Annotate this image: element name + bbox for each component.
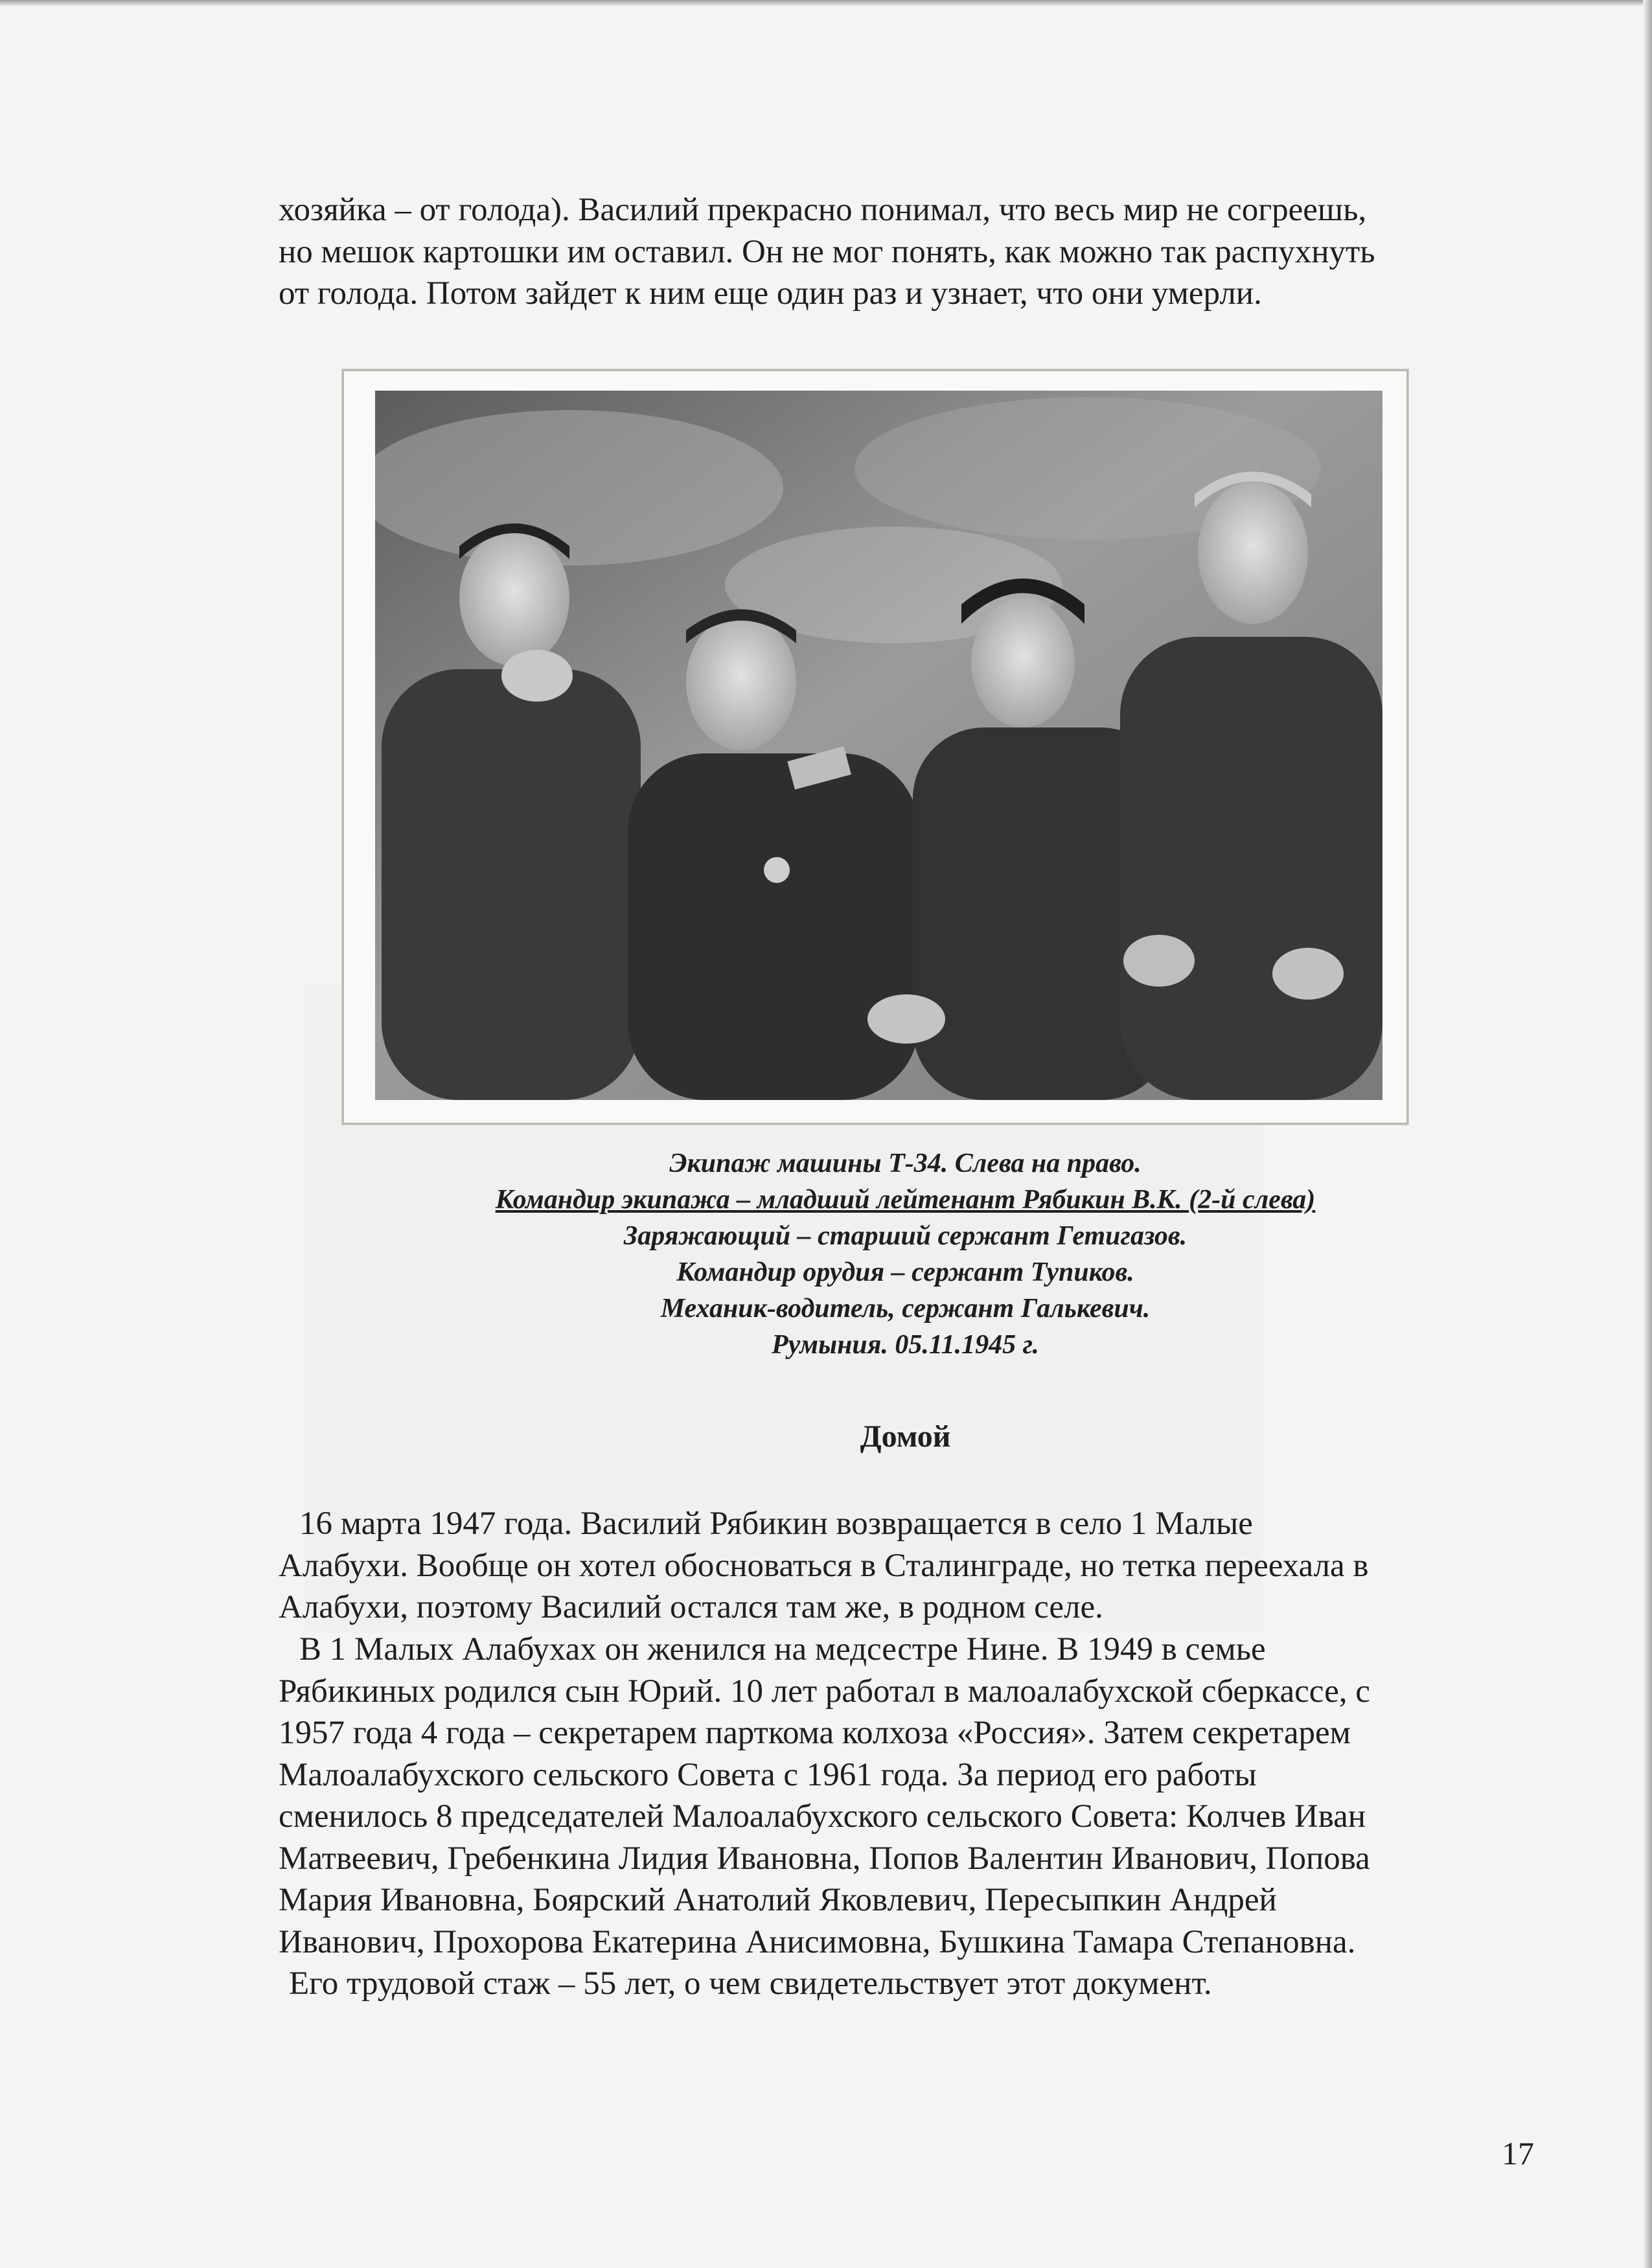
text-line: Алабухи, поэтому Василий остался там же, в родном селе.: [279, 1589, 1103, 1625]
text-line: от голода. Потом зайдет к ним еще один раз и узнает, что они умерли.: [279, 275, 1262, 312]
text-line: хозяйка – от голода). Василий прекрасно понимал, что весь мир не согреешь,: [279, 192, 1367, 228]
caption-line: Командир орудия – сержант Тупиков.: [676, 1257, 1134, 1287]
caption-line: Заряжающий – старший сержант Гетигазов.: [623, 1221, 1187, 1251]
page-right-edge: [1643, 0, 1652, 2268]
caption-line: Румыния. 05.11.1945 г.: [771, 1330, 1040, 1360]
text-line: 1957 года 4 года – секретарем парткома колхоза «Россия». Затем секретарем: [279, 1715, 1351, 1751]
paragraph-1: [279, 1503, 1532, 1629]
text-line: Иванович, Прохорова Екатерина Анисимовна, Бушкина Тамара Степановна.: [279, 1923, 1356, 1960]
text-line: Алабухи. Вообще он хотел обосноваться в Сталинграде, но тетка переехала в: [279, 1547, 1369, 1584]
group-portrait-photo: [375, 391, 1382, 1100]
text-line: Рябикиных родился сын Юрий. 10 лет работал в малоалабухской сберкассе, с: [279, 1673, 1370, 1710]
photo-caption: [279, 1145, 1532, 1363]
text-line: Его трудовой стаж – 55 лет, о чем свидетельствует этот документ.: [289, 1965, 1212, 2002]
page-top-edge: [0, 0, 1652, 6]
text-line: Матвеевич, Гребенкина Лидия Ивановна, Попов Валентин Иванович, Попова: [279, 1840, 1370, 1877]
paragraph-2: [279, 1629, 1532, 2005]
photo-image: [375, 391, 1382, 1100]
text-line: но мешок картошки им оставил. Он не мог понять, как можно так распухнуть: [279, 233, 1375, 270]
caption-line-underlined: Командир экипажа – младший лейтенант Рябикин В.К. (2-й слева): [495, 1185, 1316, 1215]
photo-frame: [342, 369, 1408, 1125]
page-number: 17: [1502, 2135, 1534, 2171]
section-title: Домой: [860, 1419, 951, 1454]
text-line: Малоалабухского сельского Совета с 1961 года. За период его работы: [279, 1756, 1257, 1793]
text-line: 16 марта 1947 года. Василий Рябикин возвращается в село 1 Малые: [299, 1506, 1253, 1542]
text-line: Мария Ивановна, Боярский Анатолий Яковлевич, Пересыпкин Андрей: [279, 1882, 1277, 1918]
top-paragraph: [279, 189, 1532, 315]
caption-line: Экипаж машины Т-34. Слева на право.: [669, 1149, 1141, 1178]
text-line: сменилось 8 председателей Малоалабухского сельского Совета: Колчев Иван: [279, 1798, 1366, 1835]
caption-line: Механик-водитель, сержант Галькевич.: [660, 1294, 1151, 1323]
text-line: В 1 Малых Алабухах он женился на медсестре Нине. В 1949 в семье: [299, 1631, 1266, 1667]
